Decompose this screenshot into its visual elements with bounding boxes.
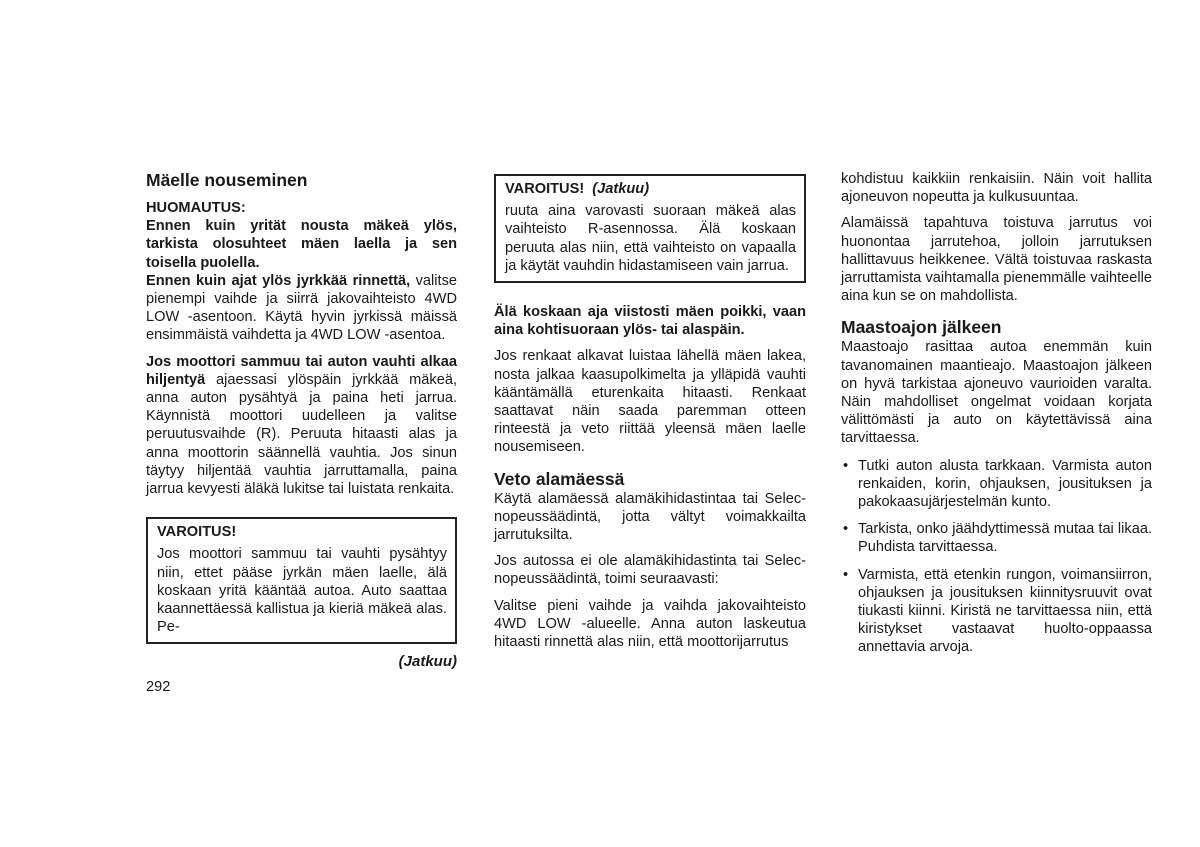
section-heading-after-offroad: Maastoajon jälkeen: [841, 317, 1002, 338]
paragraph-hill-descent: Käytä alamäessä alamäkihidastintaa tai Selec-nopeussäädintä, jotta vältyt voimakkailta jarrutuksilta.: [494, 490, 806, 544]
warning-title-continued: (Jatkuu): [592, 181, 650, 197]
paragraph-engine-stall: [146, 353, 457, 499]
note-text: Ennen kuin yrität nousta mäkeä ylös, tarkista olosuhteet mäen laella ja sen toisella puolella.: [146, 218, 457, 271]
bullet-icon: •: [843, 457, 849, 474]
paragraph-body: valitse pienempi vaihde ja siirrä jakovaihteisto 4WD LOW -asentoon. Käytä hyvin jyrkissä mäissä ensimmäistä vaihdetta ja 4WD LOW -asentoa.: [146, 272, 458, 344]
paragraph-continued: kohdistuu kaikkiin renkaisiin. Näin voit hallita ajoneuvon nopeutta ja kulkusuuntaa.: [841, 171, 1152, 206]
section-heading-downhill: Veto alamäessä: [494, 468, 625, 489]
list-item: [841, 520, 1152, 556]
paragraph-body: ajaessasi ylöspäin jyrkkää mäkeä, anna auton pysähtyä ja paina heti jarrua. Käynnistä moottori uudelleen ja valitse peruutusvaihde (R). Peruuta hitaasti alas ja anna moottorin säännellä vauhtia. Jos sinun täytyy hiljentää vauhtia jarruttamalla, paina jarrua kevyesti äläkä lukitse tai luistata renkaita.: [146, 371, 457, 498]
column-right: [841, 170, 1152, 657]
paragraph-low-gear: Valitse pieni vaihde ja vaihda jakovaihteisto 4WD LOW -alueelle. Anna auton laskeutua hitaasti rinnettä alas niin, että moottorijarrutus: [494, 597, 806, 651]
paragraph-lead-bold: Ennen kuin ajat ylös jyrkkää rinnettä,: [146, 272, 411, 289]
bold-instruction: Älä koskaan aja viistosti mäen poikki, vaan aina kohtisuoraan ylös- tai alaspäin.: [494, 304, 806, 339]
continued-label: (Jatkuu): [398, 653, 457, 671]
page-number: 292: [146, 678, 171, 695]
warning-box: [146, 517, 457, 644]
list-item-text: Varmista, että etenkin rungon, voimansiirron, ohjauksen ja jousituksen kiinnitysruuvit ovat tiukasti kiinni. Kiristä ne tarvittaessa niin, että kiristykset vastaavat huolto-oppaassa annettavia arvoja.: [858, 566, 1152, 656]
column-left: [146, 170, 457, 696]
paragraph-after-offroad: Maastoajo rasittaa autoa enemmän kuin tavanomainen maantieajo. Maastoajon jälkeen on hyvä tarkistaa ajoneuvo vaurioiden varalta. Näin mahdolliset ongelmat voidaan korjata välittömästi ja auto on käytettävissä aina tarvittaessa.: [841, 339, 1152, 447]
list-item: [841, 566, 1152, 657]
warning-title: VAROITUS!: [157, 524, 237, 541]
warning-title: [505, 180, 796, 198]
paragraph-braking: Alamäissä tapahtuva toistuva jarrutus voi huonontaa jarrutehoa, jolloin jarrutuksen hallittavuus heikkenee. Vältä toistuvaa raskasta jarruttamista vaihtamalla pienemmälle vaihteelle aina kun se on mahdollista.: [841, 215, 1152, 305]
warning-box-continued: [494, 174, 806, 283]
note-label: HUOMAUTUS:: [146, 200, 246, 216]
section-heading-hill-climbing: Mäelle nouseminen: [146, 170, 308, 190]
paragraph-no-descent-control: Jos autossa ei ole alamäkihidastinta tai Selec-nopeussäädintä, toimi seuraavasti:: [494, 553, 806, 588]
warning-text: ruuta aina varovasti suoraan mäkeä alas vaihteisto R-asennossa. Älä koskaan peruuta alas niin, että vaihteisto on vapaalla ja käytät vauhdin hidastamiseen vain jarrua.: [505, 203, 796, 274]
list-item-text: Tutki auton alusta tarkkaan. Varmista auton renkaiden, korin, ohjauksen, jousituksen ja pakokaasujärjestelmän kunto.: [858, 457, 1152, 511]
warning-title-text: VAROITUS!: [505, 181, 585, 197]
paragraph-lead-bold: Jos moottori sammuu tai auton vauhti alkaa hiljentyä: [146, 353, 457, 388]
list-item-text: Tarkista, onko jäähdyttimessä mutaa tai likaa. Puhdista tarvittaessa.: [858, 521, 1152, 556]
warning-text: Jos moottori sammuu tai vauhti pysähtyy niin, ettet pääse jyrkän mäen laelle, älä koskaan yritä kääntää autoa. Auto saattaa kaannettäessä kallistua ja kieriä mäkeä alas. Pe-: [157, 546, 447, 636]
checklist: [841, 457, 1152, 657]
list-item: [841, 457, 1152, 512]
column-middle: [494, 174, 806, 651]
paragraph-wheel-slip: Jos renkaat alkavat luistaa lähellä mäen lakea, nosta jalkaa kaasupolkimelta ja ylläpidä vauhti kääntämällä eturenkaita hitaasti. Renkaat saattavat näin saada paremman otteen rinteestä ja veto riittää yleensä mäen laelle nousemiseen.: [494, 348, 806, 456]
bullet-icon: •: [843, 566, 849, 583]
paragraph-steep-slope: [146, 272, 457, 345]
bullet-icon: •: [843, 521, 849, 538]
